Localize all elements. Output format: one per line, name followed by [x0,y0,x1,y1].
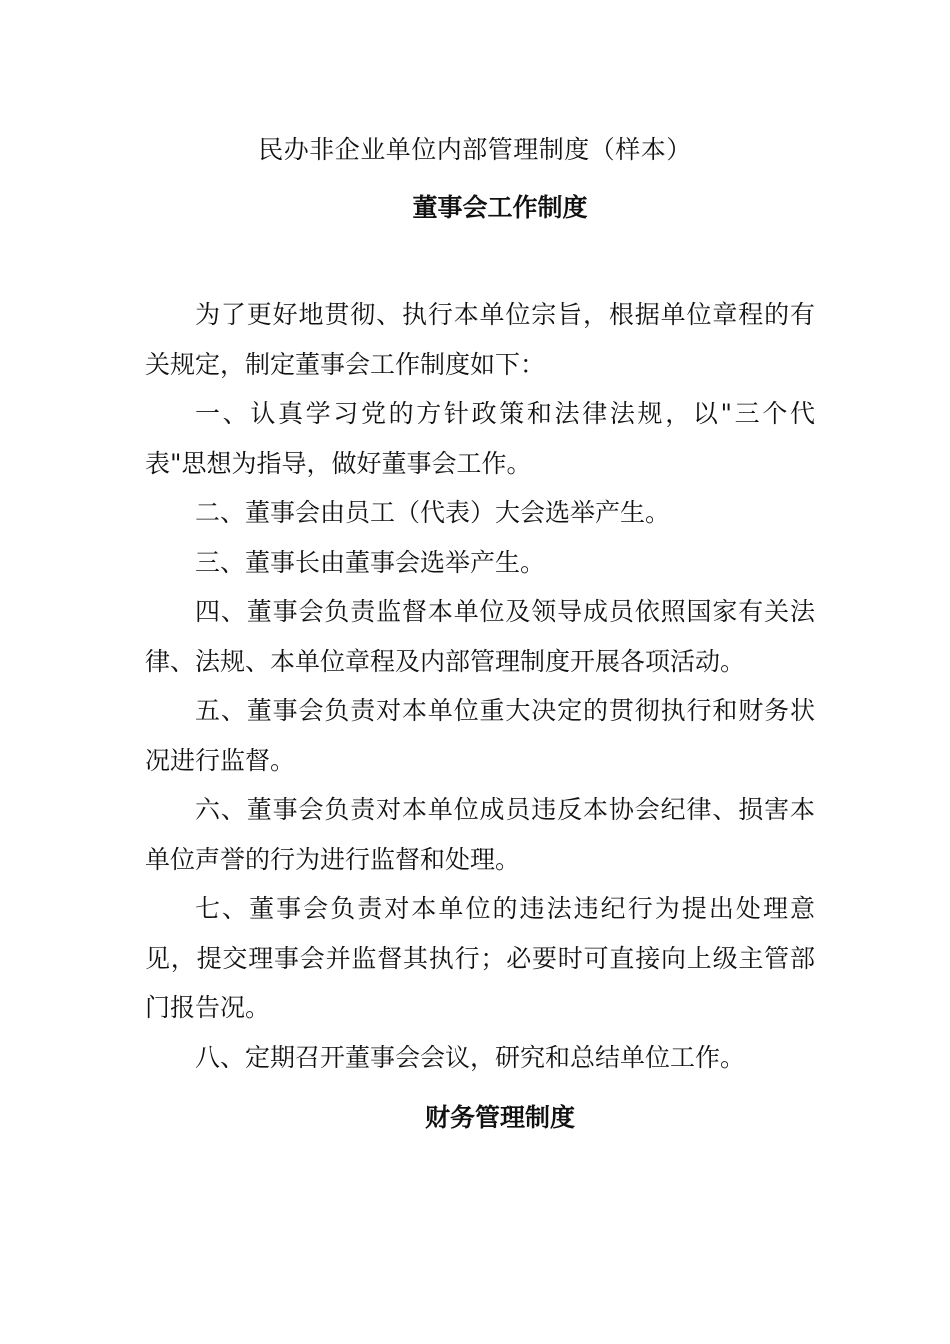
section-heading-finance-rules: 财务管理制度 [424,1103,575,1132]
paragraph-item-5: 五、董事会负责对本单位重大决定的贯彻执行和财务状况进行监督。 [145,696,815,775]
paragraph-item-6: 六、董事会负责对本单位成员违反本协会纪律、损害本单位声誉的行为进行监督和处理。 [145,795,815,874]
paragraph-item-8: 八、定期召开董事会会议，研究和总结单位工作。 [195,1042,746,1072]
paragraph-item-2: 二、董事会由员工（代表）大会选举产生。 [195,498,671,527]
paragraph-item-3: 三、董事长由董事会选举产生。 [195,547,546,577]
paragraph-item-7: 七、董事会负责对本单位的违法违纪行为提出处理意见，提交理事会并监督其执行；必要时可直接向上级主管部门报告况。 [145,894,815,1022]
section-body-board-rules [145,290,815,1082]
paragraph-intro: 为了更好地贯彻、执行本单位宗旨，根据单位章程的有关规定，制定董事会工作制度如下： [145,300,815,379]
paragraph-item-1: 一、认真学习党的方针政策和法律法规，以"三个代表"思想为指导，做好董事会工作。 [145,399,815,478]
document-title: 民办非企业单位内部管理制度（样本） [258,135,692,164]
paragraph-item-4: 四、董事会负责监督本单位及领导成员依照国家有关法律、法规、本单位章程及内部管理制度开展各项活动。 [145,597,815,676]
section-heading-board-rules: 董事会工作制度 [412,193,588,222]
